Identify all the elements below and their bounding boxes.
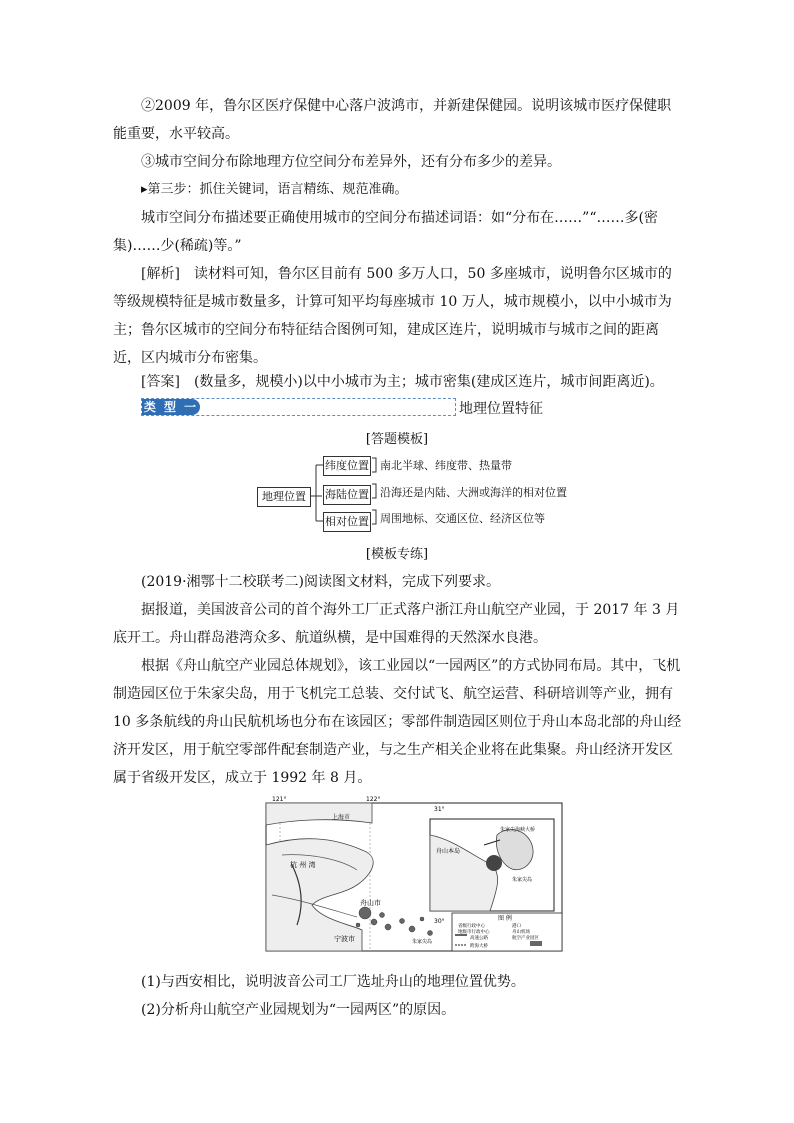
template-branch-relative: 相对位置 xyxy=(323,512,371,532)
legend-item-airport: 舟山机场 xyxy=(512,930,530,935)
map-label-zhoushan: 舟山市 xyxy=(360,899,381,907)
analysis-paragraph xyxy=(113,260,683,372)
template-branch-land-sea: 海陆位置 xyxy=(323,485,371,505)
question-1: (1)与西安相比，说明波音公司工厂选址舟山的地理位置优势。 xyxy=(141,974,525,990)
template-desc-relative: 周围地标、交通区位、经济区位等 xyxy=(380,512,545,525)
section-title: 地理位置特征 xyxy=(459,401,543,417)
map-label-ningbo: 宁波市 xyxy=(334,935,355,943)
template-root-box: 地理位置 xyxy=(257,487,311,507)
analysis-text: 读材料可知，鲁尔区目前有 500 多万人口，50 多座城市，说明鲁尔区城市的等级规模特征是城市数量多，计算可知平均每座城市 10 万人，城市规模小，以中小城市为主；鲁尔区城市的空间分布特征结合图例可知，建成区连片，说明城市与城市之间的距离近，区内城市分布密集。 xyxy=(113,266,672,366)
map-label-zhujiajian: 朱家尖岛 xyxy=(412,939,433,945)
section-banner xyxy=(141,398,456,416)
legend-item-aviation-park: 航空产业园区 xyxy=(512,936,539,941)
template-branch-latitude: 纬度位置 xyxy=(323,456,371,476)
question-source: (2019·湘鄂十二校联考二)阅读图文材料，完成下列要求。 xyxy=(141,574,501,590)
legend-title: 图 例 xyxy=(498,915,512,922)
paragraph-medical-example: ②2009 年，鲁尔区医疗保健中心落户波鸿市，并新建保健园。说明该城市医疗保健职能重要，水平较高。 xyxy=(113,98,672,142)
step-three-heading: ▸第三步：抓住关键词，语言精练、规范准确。 xyxy=(141,182,408,197)
legend-item-port: 港口 xyxy=(512,924,521,929)
inset-label-zhujiajian: 朱家尖岛 xyxy=(512,877,533,883)
material-plan: 根据《舟山航空产业园总体规划》，该工业园以“一园两区”的方式协同布局。其中，飞机制造园区位于朱家尖岛，用于飞机完工总装、交付试飞、航空运营、科研培训等产业，拥有 10 多条航线的舟山民航机场也分布在该园区；零部件制造园区则位于舟山本岛北部的舟山经济开发区，用于航空零部件配套制造产业，与之生产相关企业将在此集聚。舟山经济开发区属于省级开发区，成立于 1992 年 8 月。 xyxy=(113,658,682,786)
map-label-hangzhou-bay: 杭 州 湾 xyxy=(290,861,316,869)
map-lat-30: 30° xyxy=(434,918,445,925)
legend-item-sea-bridge: 跨海大桥 xyxy=(470,944,488,949)
answer-tag: [答案] xyxy=(141,374,180,390)
question-2: (2)分析舟山航空产业园规划为“一园两区”的原因。 xyxy=(141,1002,456,1018)
analysis-tag: [解析] xyxy=(141,266,180,282)
map-lat-31: 31° xyxy=(434,806,445,813)
template-heading: [答题模板] xyxy=(365,432,429,447)
section-label: 类 型 一 xyxy=(143,400,199,414)
map-label-shanghai: 上海市 xyxy=(332,814,351,821)
paragraph-distribution-difference: ③城市空间分布除地理方位空间分布差异外，还有分布多少的差异。 xyxy=(141,154,561,170)
legend-item-provincial: 省级行政中心 xyxy=(458,924,485,929)
template-desc-latitude: 南北半球、纬度带、热量带 xyxy=(380,459,512,472)
inset-label-island: 舟山本岛 xyxy=(436,848,461,855)
paragraph-description-words: 城市空间分布描述要正确使用城市的空间分布描述词语：如“分布在……”“……多(密集)……少(稀疏)等。” xyxy=(113,210,658,254)
inset-label-bridge: 朱家尖海峡大桥 xyxy=(500,827,536,833)
legend-item-highway: 高速公路 xyxy=(470,936,488,941)
legend-item-prefecture: 地级市行政中心 xyxy=(458,930,490,935)
answer-text: (数量多，规模小)以中小城市为主；城市密集(建成区连片，城市间距离近)。 xyxy=(193,374,664,390)
practice-heading: [模板专练] xyxy=(365,547,429,562)
answer-paragraph xyxy=(113,368,683,396)
material-boeing: 据报道，美国波音公司的首个海外工厂正式落户浙江舟山航空产业园，于 2017 年 3 月底开工。舟山群岛港湾众多、航道纵横，是中国难得的天然深水良港。 xyxy=(113,602,680,646)
map-lon-122: 122° xyxy=(366,796,381,803)
template-desc-land-sea: 沿海还是内陆、大洲或海洋的相对位置 xyxy=(380,486,567,499)
zhoushan-map xyxy=(262,795,574,955)
map-lon-121: 121° xyxy=(272,796,287,803)
